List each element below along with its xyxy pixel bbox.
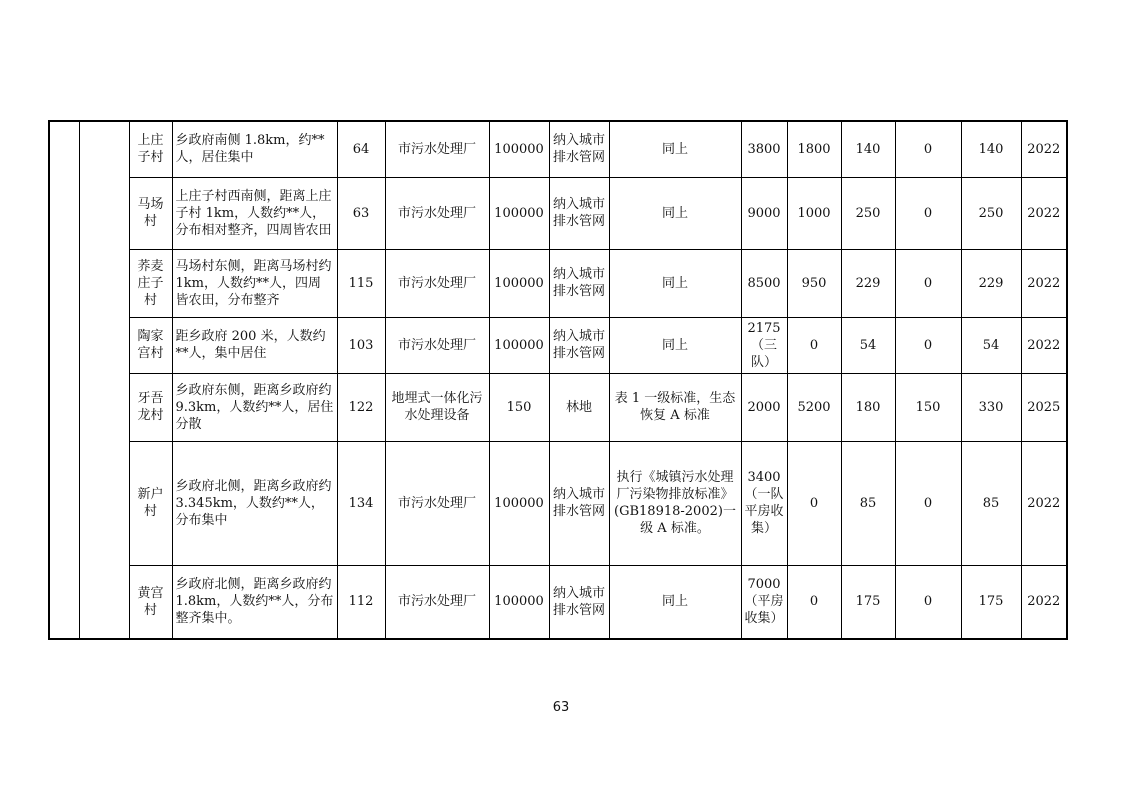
value-cell-2: 0 <box>787 441 841 565</box>
value-cell-3: 229 <box>841 249 895 317</box>
households-cell: 64 <box>337 121 385 177</box>
capacity-cell: 100000 <box>489 249 549 317</box>
capacity-cell: 150 <box>489 373 549 441</box>
discharge-cell: 纳入城市排水管网 <box>549 177 609 249</box>
village-cell: 陶家宫村 <box>129 317 172 373</box>
capacity-cell: 100000 <box>489 565 549 639</box>
discharge-cell: 纳入城市排水管网 <box>549 121 609 177</box>
description-cell: 乡政府东侧，距离乡政府约 9.3km，人数约**人，居住分散 <box>172 373 337 441</box>
year-cell: 2022 <box>1021 565 1067 639</box>
year-cell: 2022 <box>1021 317 1067 373</box>
capacity-cell: 100000 <box>489 177 549 249</box>
households-cell: 115 <box>337 249 385 317</box>
value-cell-4: 0 <box>895 249 961 317</box>
value-cell-1: 9000 <box>741 177 787 249</box>
value-cell-1: 2000 <box>741 373 787 441</box>
facility-cell: 市污水处理厂 <box>385 177 489 249</box>
value-cell-1: 2175（三队） <box>741 317 787 373</box>
page-number: 63 <box>552 700 570 715</box>
value-cell-5: 54 <box>961 317 1021 373</box>
value-cell-4: 0 <box>895 121 961 177</box>
value-cell-4: 0 <box>895 441 961 565</box>
village-cell: 荞麦庄子村 <box>129 249 172 317</box>
village-cell: 黄宫村 <box>129 565 172 639</box>
discharge-cell: 纳入城市排水管网 <box>549 249 609 317</box>
description-cell: 乡政府北侧，距离乡政府约 1.8km，人数约**人，分布整齐集中。 <box>172 565 337 639</box>
empty-col-2 <box>79 121 129 639</box>
discharge-cell: 林地 <box>549 373 609 441</box>
description-cell: 乡政府南侧 1.8km，约**人，居住集中 <box>172 121 337 177</box>
value-cell-5: 85 <box>961 441 1021 565</box>
description-cell: 乡政府北侧，距离乡政府约 3.345km，人数约**人，分布集中 <box>172 441 337 565</box>
table-row <box>49 317 1067 373</box>
village-cell: 新户村 <box>129 441 172 565</box>
table-row <box>49 373 1067 441</box>
value-cell-5: 250 <box>961 177 1021 249</box>
value-cell-3: 250 <box>841 177 895 249</box>
year-cell: 2022 <box>1021 121 1067 177</box>
facility-cell: 地埋式一体化污水处理设备 <box>385 373 489 441</box>
capacity-cell: 100000 <box>489 121 549 177</box>
value-cell-3: 85 <box>841 441 895 565</box>
village-cell: 马场村 <box>129 177 172 249</box>
facility-cell: 市污水处理厂 <box>385 317 489 373</box>
value-cell-3: 140 <box>841 121 895 177</box>
table-body <box>49 121 1067 639</box>
year-cell: 2022 <box>1021 441 1067 565</box>
value-cell-5: 175 <box>961 565 1021 639</box>
value-cell-5: 330 <box>961 373 1021 441</box>
village-cell: 牙吾龙村 <box>129 373 172 441</box>
year-cell: 2025 <box>1021 373 1067 441</box>
discharge-cell: 纳入城市排水管网 <box>549 565 609 639</box>
value-cell-2: 0 <box>787 317 841 373</box>
value-cell-2: 0 <box>787 565 841 639</box>
standard-cell: 执行《城镇污水处理厂污染物排放标准》(GB18918-2002)一级 A 标准。 <box>609 441 741 565</box>
value-cell-2: 1800 <box>787 121 841 177</box>
table-row <box>49 121 1067 177</box>
capacity-cell: 100000 <box>489 441 549 565</box>
year-cell: 2022 <box>1021 249 1067 317</box>
value-cell-5: 140 <box>961 121 1021 177</box>
value-cell-4: 0 <box>895 565 961 639</box>
standard-cell: 同上 <box>609 565 741 639</box>
value-cell-4: 150 <box>895 373 961 441</box>
description-cell: 距乡政府 200 米，人数约**人，集中居住 <box>172 317 337 373</box>
description-cell: 上庄子村西南侧，距离上庄子村 1km，人数约**人，分布相对整齐，四周皆农田 <box>172 177 337 249</box>
discharge-cell: 纳入城市排水管网 <box>549 317 609 373</box>
facility-cell: 市污水处理厂 <box>385 441 489 565</box>
standard-cell: 同上 <box>609 249 741 317</box>
value-cell-3: 175 <box>841 565 895 639</box>
value-cell-1: 7000（平房收集） <box>741 565 787 639</box>
standard-cell: 同上 <box>609 121 741 177</box>
village-cell: 上庄子村 <box>129 121 172 177</box>
facility-cell: 市污水处理厂 <box>385 249 489 317</box>
households-cell: 122 <box>337 373 385 441</box>
households-cell: 112 <box>337 565 385 639</box>
value-cell-4: 0 <box>895 317 961 373</box>
value-cell-1: 3800 <box>741 121 787 177</box>
value-cell-5: 229 <box>961 249 1021 317</box>
value-cell-4: 0 <box>895 177 961 249</box>
empty-col-1 <box>49 121 79 639</box>
value-cell-3: 180 <box>841 373 895 441</box>
standard-cell: 同上 <box>609 317 741 373</box>
capacity-cell: 100000 <box>489 317 549 373</box>
value-cell-2: 5200 <box>787 373 841 441</box>
sewage-treatment-table <box>48 120 1068 640</box>
standard-cell: 同上 <box>609 177 741 249</box>
value-cell-1: 8500 <box>741 249 787 317</box>
discharge-cell: 纳入城市排水管网 <box>549 441 609 565</box>
table-row <box>49 565 1067 639</box>
households-cell: 63 <box>337 177 385 249</box>
facility-cell: 市污水处理厂 <box>385 121 489 177</box>
value-cell-3: 54 <box>841 317 895 373</box>
facility-cell: 市污水处理厂 <box>385 565 489 639</box>
year-cell: 2022 <box>1021 177 1067 249</box>
table-row <box>49 441 1067 565</box>
standard-cell: 表 1 一级标准，生态恢复 A 标准 <box>609 373 741 441</box>
households-cell: 134 <box>337 441 385 565</box>
table-row <box>49 177 1067 249</box>
households-cell: 103 <box>337 317 385 373</box>
description-cell: 马场村东侧，距离马场村约 1km，人数约**人，四周皆农田，分布整齐 <box>172 249 337 317</box>
table-row <box>49 249 1067 317</box>
value-cell-2: 1000 <box>787 177 841 249</box>
value-cell-1: 3400（一队平房收集） <box>741 441 787 565</box>
value-cell-2: 950 <box>787 249 841 317</box>
